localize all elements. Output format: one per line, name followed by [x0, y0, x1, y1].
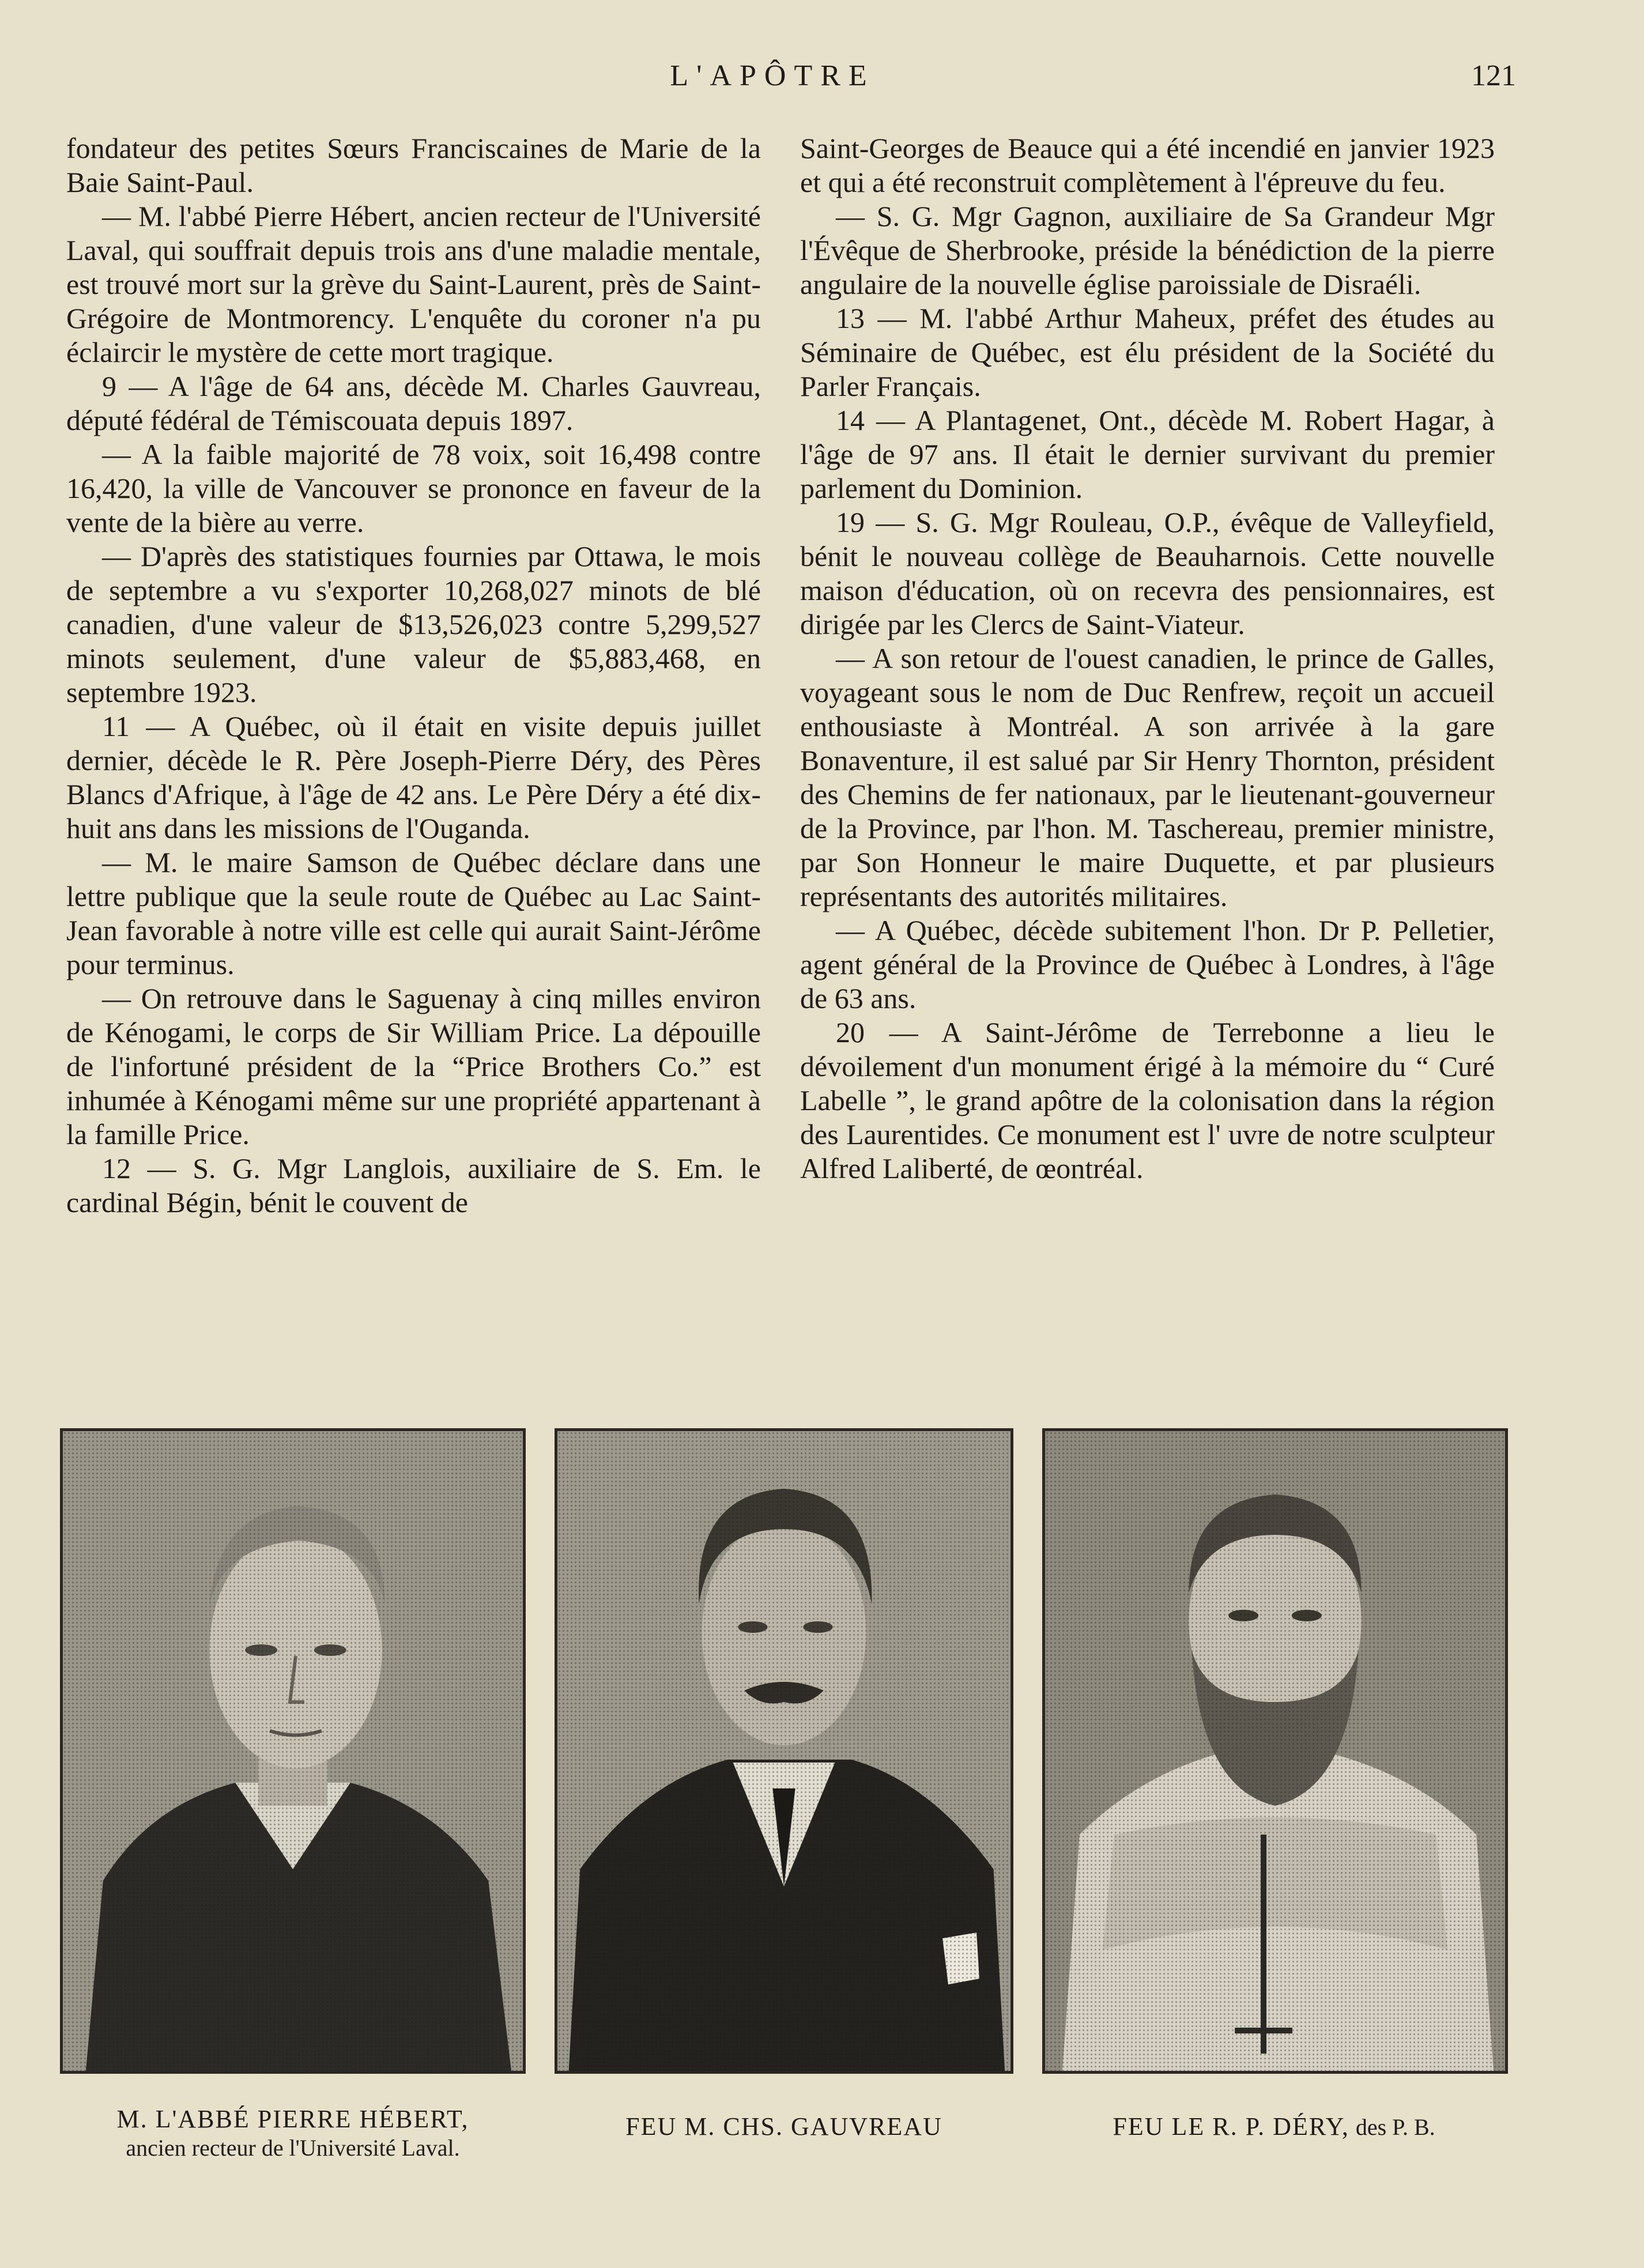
paragraph: — D'après des statistiques fournies par Ottawa, le mois de septembre a vu s'exporter 10,268,027 minots de blé canadien, d'une valeur de $13,526,023 contre 5,299,527 minots seulement, d'une valeur de $5,883,468, en septembre 1923. — [66, 540, 761, 708]
page-number: 121 — [1471, 59, 1516, 92]
caption-sub: des P. B. — [1355, 2114, 1435, 2140]
caption-dery — [1026, 2112, 1522, 2142]
portrait-photo-hebert — [60, 1428, 526, 2074]
paragraph: — A la faible majorité de 78 voix, soit 16,498 contre 16,420, la ville de Vancouver se prononce en faveur de la vente de la bière au verre. — [66, 438, 761, 538]
halftone-overlay — [1045, 1431, 1505, 2071]
paragraph: — On retrouve dans le Saguenay à cinq milles environ de Kénogami, le corps de Sir William Price. La dépouille de l'infortuné président de la “Price Brothers Co.” est inhumée à Kénogami même sur une propriété appartenant à la famille Price. — [66, 982, 761, 1150]
caption-hebert — [60, 2105, 526, 2163]
caption-sub: ancien recteur de l'Université Laval. — [126, 2135, 460, 2161]
paragraph: 12 — S. G. Mgr Langlois, auxiliaire de S. Em. le cardinal Bégin, bénit le couvent de — [66, 1152, 761, 1218]
right-column — [800, 131, 1495, 1186]
paragraph: fondateur des petites Sœurs Franciscaines de Marie de la Baie Saint-Paul. — [66, 132, 761, 198]
paragraph: Saint-Georges de Beauce qui a été incendié en janvier 1923 et qui a été reconstruit complètement à l'épreuve du feu. — [800, 132, 1495, 198]
paragraph: 19 — S. G. Mgr Rouleau, O.P., évêque de Valleyfield, bénit le nouveau collège de Beauharnois. Cette nouvelle maison d'éducation, où on recevra des pensionnaires, est dirigée par les Clercs de Saint-Viateur. — [800, 506, 1495, 640]
paragraph: 13 — M. l'abbé Arthur Maheux, préfet des études au Séminaire de Québec, est élu président de la Société du Parler Français. — [800, 302, 1495, 402]
running-title: L'APÔTRE — [670, 59, 875, 92]
left-column — [66, 131, 761, 1220]
paragraph: — A son retour de l'ouest canadien, le prince de Galles, voyageant sous le nom de Duc Renfrew, reçoit un accueil enthousiaste à Montréal. A son arrivée à la gare Bonaventure, il est salué par Sir Henry Thornton, président des Chemins de fer nationaux, par le lieutenant-gouverneur de la Province, par l'hon. M. Taschereau, premier ministre, par Son Honneur le maire Duquette, et par plusieurs représentants des autorités militaires. — [800, 642, 1495, 912]
caption-main: FEU LE R. P. DÉRY, — [1113, 2112, 1349, 2141]
paragraph: — M. l'abbé Pierre Hébert, ancien recteur de l'Université Laval, qui souffrait depuis trois ans d'une maladie mentale, est trouvé mort sur la grève du Saint-Laurent, près de Saint-Grégoire de Montmorency. L'enquête du coroner n'a pu éclaircir le mystère de cette mort tragique. — [66, 200, 761, 368]
halftone-overlay — [557, 1431, 1010, 2071]
paragraph: — S. G. Mgr Gagnon, auxiliaire de Sa Grandeur Mgr l'Évêque de Sherbrooke, préside la bénédiction de la pierre angulaire de la nouvelle église paroissiale de Disraéli. — [800, 200, 1495, 300]
portrait-photo-dery — [1042, 1428, 1508, 2074]
portrait-photo-gauvreau — [555, 1428, 1013, 2074]
paragraph: — A Québec, décède subitement l'hon. Dr P. Pelletier, agent général de la Province de Québec à Londres, à l'âge de 63 ans. — [800, 914, 1495, 1014]
paragraph: 14 — A Plantagenet, Ont., décède M. Robert Hagar, à l'âge de 97 ans. Il était le dernier survivant du premier parlement du Dominion. — [800, 404, 1495, 504]
paragraph: 11 — A Québec, où il était en visite depuis juillet dernier, décède le R. Père Joseph-Pierre Déry, des Pères Blancs d'Afrique, à l'âge de 42 ans. Le Père Déry a été dix-huit ans dans les missions de l'Ouganda. — [66, 710, 761, 844]
halftone-overlay — [63, 1431, 523, 2071]
caption-main: FEU M. CHS. GAUVREAU — [625, 2112, 942, 2141]
paragraph: 20 — A Saint-Jérôme de Terrebonne a lieu le dévoilement d'un monument érigé à la mémoire du “ Curé Labelle ”, le grand apôtre de la colonisation dans la région des Laurentides. Ce monument est l' uvre de notre sculpteur Alfred Laliberté, de œontréal. — [800, 1016, 1495, 1184]
caption-gauvreau — [555, 2112, 1013, 2141]
paragraph: 9 — A l'âge de 64 ans, décède M. Charles Gauvreau, député fédéral de Témiscouata depuis 1897. — [66, 370, 761, 436]
paragraph: — M. le maire Samson de Québec déclare dans une lettre publique que la seule route de Québec au Lac Saint-Jean favorable à notre ville est celle qui aurait Saint-Jérôme pour terminus. — [66, 846, 761, 980]
caption-main: M. L'ABBÉ PIERRE HÉBERT, — [116, 2105, 469, 2133]
